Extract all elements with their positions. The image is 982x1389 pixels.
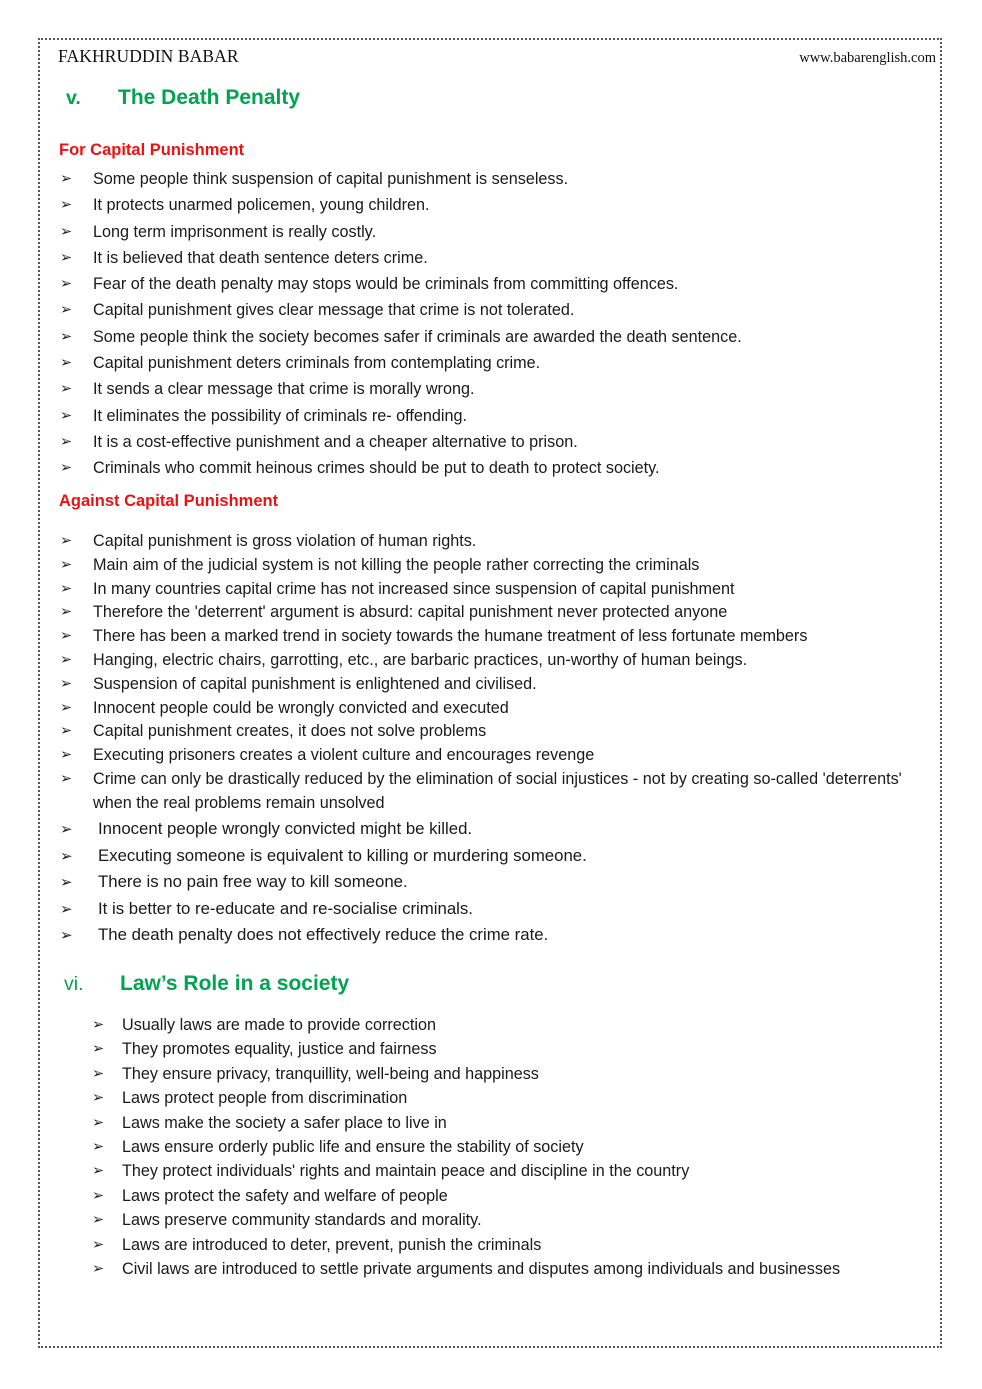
list-item bbox=[60, 324, 930, 350]
list-item bbox=[60, 896, 936, 923]
list-item-text: They promotes equality, justice and fairness bbox=[122, 1040, 437, 1059]
list-item bbox=[92, 1208, 942, 1232]
subheading-for-capital-punishment: For Capital Punishment bbox=[59, 141, 245, 159]
arrow-bullet-icon: ➢ bbox=[92, 1187, 105, 1204]
list-item bbox=[60, 530, 936, 554]
list-item-text: Capital punishment gives clear message that crime is not tolerated. bbox=[93, 301, 575, 320]
list-item bbox=[60, 245, 930, 271]
list-item bbox=[60, 376, 930, 402]
list-item-text: Suspension of capital punishment is enlightened and civilised. bbox=[93, 674, 537, 693]
arrow-bullet-icon: ➢ bbox=[60, 651, 73, 668]
list-item-text: Executing someone is equivalent to killing or murdering someone. bbox=[98, 845, 587, 865]
arrow-bullet-icon: ➢ bbox=[92, 1114, 105, 1131]
arrow-bullet-icon: ➢ bbox=[60, 556, 73, 573]
list-item bbox=[60, 744, 936, 768]
list-item bbox=[60, 554, 936, 578]
arrow-bullet-icon: ➢ bbox=[60, 171, 73, 187]
list-item-text: Laws protect the safety and welfare of people bbox=[122, 1186, 448, 1205]
list-item bbox=[92, 1062, 942, 1086]
arrow-bullet-icon: ➢ bbox=[60, 533, 73, 549]
list-item bbox=[60, 843, 936, 870]
list-item bbox=[92, 1184, 942, 1208]
list-item bbox=[60, 601, 936, 625]
arrow-bullet-icon: ➢ bbox=[60, 328, 73, 345]
section-heading-law-role bbox=[64, 972, 349, 996]
arrow-bullet-icon: ➢ bbox=[60, 355, 73, 372]
list-item-text: Civil laws are introduced to settle private arguments and disputes among individuals and businesses bbox=[122, 1260, 841, 1279]
arrow-bullet-icon: ➢ bbox=[92, 1163, 105, 1180]
header-author-name: FAKHRUDDIN BABAR bbox=[58, 46, 239, 66]
arrow-bullet-icon: ➢ bbox=[92, 1090, 105, 1107]
list-law-role-in-society bbox=[92, 1013, 942, 1281]
section-title: The Death Penalty bbox=[118, 86, 301, 109]
document-header bbox=[58, 46, 938, 67]
section-numeral: v. bbox=[66, 87, 81, 109]
list-item-text: Capital punishment creates, it does not solve problems bbox=[93, 722, 487, 741]
list-item-text: It is a cost-effective punishment and a cheaper alternative to prison. bbox=[93, 432, 578, 451]
arrow-bullet-icon: ➢ bbox=[60, 675, 73, 692]
arrow-bullet-icon: ➢ bbox=[92, 1041, 105, 1058]
subheading-against-capital-punishment: Against Capital Punishment bbox=[59, 492, 279, 510]
arrow-bullet-icon: ➢ bbox=[60, 249, 73, 266]
arrow-bullet-icon: ➢ bbox=[92, 1261, 105, 1278]
arrow-bullet-icon: ➢ bbox=[60, 381, 73, 398]
list-item-text: Executing prisoners creates a violent culture and encourages revenge bbox=[93, 746, 595, 765]
arrow-bullet-icon: ➢ bbox=[60, 197, 73, 214]
arrow-bullet-icon: ➢ bbox=[60, 223, 73, 240]
arrow-bullet-icon: ➢ bbox=[60, 873, 73, 892]
arrow-bullet-icon: ➢ bbox=[60, 433, 73, 450]
list-item-text: Main aim of the judicial system is not killing the people rather correcting the criminals bbox=[93, 555, 700, 574]
list-item-text: Therefore the 'deterrent' argument is absurd: capital punishment never protected anyone bbox=[93, 603, 728, 622]
list-item bbox=[60, 673, 936, 697]
list-item-text: It is believed that death sentence deters crime. bbox=[93, 248, 428, 267]
arrow-bullet-icon: ➢ bbox=[92, 1236, 105, 1253]
list-item-text: It sends a clear message that crime is morally wrong. bbox=[93, 380, 475, 399]
list-item bbox=[60, 166, 930, 192]
list-item bbox=[60, 271, 930, 297]
list-item bbox=[60, 720, 936, 744]
list-item-text: Laws make the society a safer place to live in bbox=[122, 1113, 447, 1132]
section-title: Law’s Role in a society bbox=[120, 972, 350, 995]
list-item bbox=[92, 1159, 942, 1183]
list-item-text: It eliminates the possibility of criminals re- offending. bbox=[93, 406, 467, 425]
list-item-text: Innocent people could be wrongly convicted and executed bbox=[93, 698, 509, 717]
arrow-bullet-icon: ➢ bbox=[60, 604, 73, 621]
arrow-bullet-icon: ➢ bbox=[60, 407, 73, 424]
arrow-bullet-icon: ➢ bbox=[60, 460, 73, 477]
arrow-bullet-icon: ➢ bbox=[92, 1065, 105, 1082]
list-item bbox=[92, 1086, 942, 1110]
list-item-text: Capital punishment deters criminals from contemplating crime. bbox=[93, 354, 541, 373]
list-item-text: Long term imprisonment is really costly. bbox=[93, 222, 377, 241]
list-item-text: Innocent people wrongly convicted might be killed. bbox=[98, 819, 473, 838]
list-item-text: Hanging, electric chairs, garrotting, etc., are barbaric practices, un-worthy of human beings. bbox=[93, 650, 748, 669]
arrow-bullet-icon: ➢ bbox=[60, 302, 73, 319]
list-item-text: Fear of the death penalty may stops would be criminals from committing offences. bbox=[93, 275, 679, 294]
list-item-text: Laws are introduced to deter, prevent, punish the criminals bbox=[122, 1235, 542, 1254]
list-item bbox=[92, 1013, 942, 1037]
list-item-text: Some people think the society becomes safer if criminals are awarded the death sentence. bbox=[93, 327, 742, 346]
list-item bbox=[92, 1233, 942, 1257]
list-item-text: Capital punishment is gross violation of human rights. bbox=[93, 532, 477, 550]
arrow-bullet-icon: ➢ bbox=[92, 1212, 105, 1229]
arrow-bullet-icon: ➢ bbox=[60, 723, 73, 740]
list-item-text: Crime can only be drastically reduced by the elimination of social injustices - not by creating so-called 'deterrents' when the real problems remain unsolved bbox=[93, 769, 902, 812]
list-item bbox=[60, 922, 936, 949]
list-item-text: Criminals who commit heinous crimes should be put to death to protect society. bbox=[93, 459, 660, 478]
list-item-text: Laws protect people from discrimination bbox=[122, 1089, 408, 1108]
header-website-url: www.babarenglish.com bbox=[799, 50, 936, 66]
list-for-capital-punishment bbox=[60, 166, 930, 482]
list-item bbox=[92, 1257, 942, 1281]
list-item-text: It protects unarmed policemen, young children. bbox=[93, 196, 430, 215]
arrow-bullet-icon: ➢ bbox=[60, 899, 73, 918]
arrow-bullet-icon: ➢ bbox=[60, 747, 73, 764]
list-against-capital-punishment-part2 bbox=[60, 816, 936, 949]
list-item bbox=[60, 649, 936, 673]
arrow-bullet-icon: ➢ bbox=[60, 276, 73, 293]
arrow-bullet-icon: ➢ bbox=[92, 1017, 105, 1033]
list-item bbox=[92, 1111, 942, 1135]
list-item-text: In many countries capital crime has not increased since suspension of capital punishment bbox=[93, 579, 735, 598]
list-item-text: It is better to re-educate and re-socialise criminals. bbox=[98, 898, 473, 918]
list-item bbox=[60, 297, 930, 323]
list-item bbox=[60, 578, 936, 602]
list-item bbox=[60, 350, 930, 376]
list-item bbox=[60, 403, 930, 429]
list-item bbox=[60, 816, 936, 843]
list-item bbox=[60, 192, 930, 218]
arrow-bullet-icon: ➢ bbox=[60, 770, 73, 787]
arrow-bullet-icon: ➢ bbox=[60, 580, 73, 597]
list-item-text: Laws ensure orderly public life and ensure the stability of society bbox=[122, 1138, 584, 1157]
list-item bbox=[92, 1037, 942, 1061]
list-item-text: There has been a marked trend in society towards the humane treatment of less fortunate members bbox=[93, 627, 808, 646]
list-item bbox=[60, 768, 936, 816]
list-item bbox=[60, 625, 936, 649]
list-item-text: They protect individuals' rights and maintain peace and discipline in the country bbox=[122, 1162, 690, 1181]
list-item-text: Laws preserve community standards and morality. bbox=[122, 1211, 482, 1230]
list-item bbox=[60, 869, 936, 896]
list-item bbox=[92, 1135, 942, 1159]
list-item-text: They ensure privacy, tranquillity, well-being and happiness bbox=[122, 1064, 539, 1083]
list-item bbox=[60, 455, 930, 481]
list-item bbox=[60, 697, 936, 721]
list-item-text: There is no pain free way to kill someone. bbox=[98, 872, 408, 892]
arrow-bullet-icon: ➢ bbox=[60, 846, 73, 865]
arrow-bullet-icon: ➢ bbox=[60, 926, 73, 945]
section-heading-death-penalty bbox=[66, 86, 300, 110]
list-item-text: Some people think suspension of capital punishment is senseless. bbox=[93, 170, 569, 188]
arrow-bullet-icon: ➢ bbox=[60, 628, 73, 645]
list-against-capital-punishment-part1 bbox=[60, 530, 936, 816]
arrow-bullet-icon: ➢ bbox=[60, 699, 73, 716]
list-item bbox=[60, 219, 930, 245]
arrow-bullet-icon: ➢ bbox=[60, 820, 73, 838]
list-item-text: The death penalty does not effectively reduce the crime rate. bbox=[98, 925, 549, 945]
list-item bbox=[60, 429, 930, 455]
section-numeral: vi. bbox=[64, 973, 84, 995]
arrow-bullet-icon: ➢ bbox=[92, 1139, 105, 1156]
list-item-text: Usually laws are made to provide correction bbox=[122, 1016, 436, 1034]
